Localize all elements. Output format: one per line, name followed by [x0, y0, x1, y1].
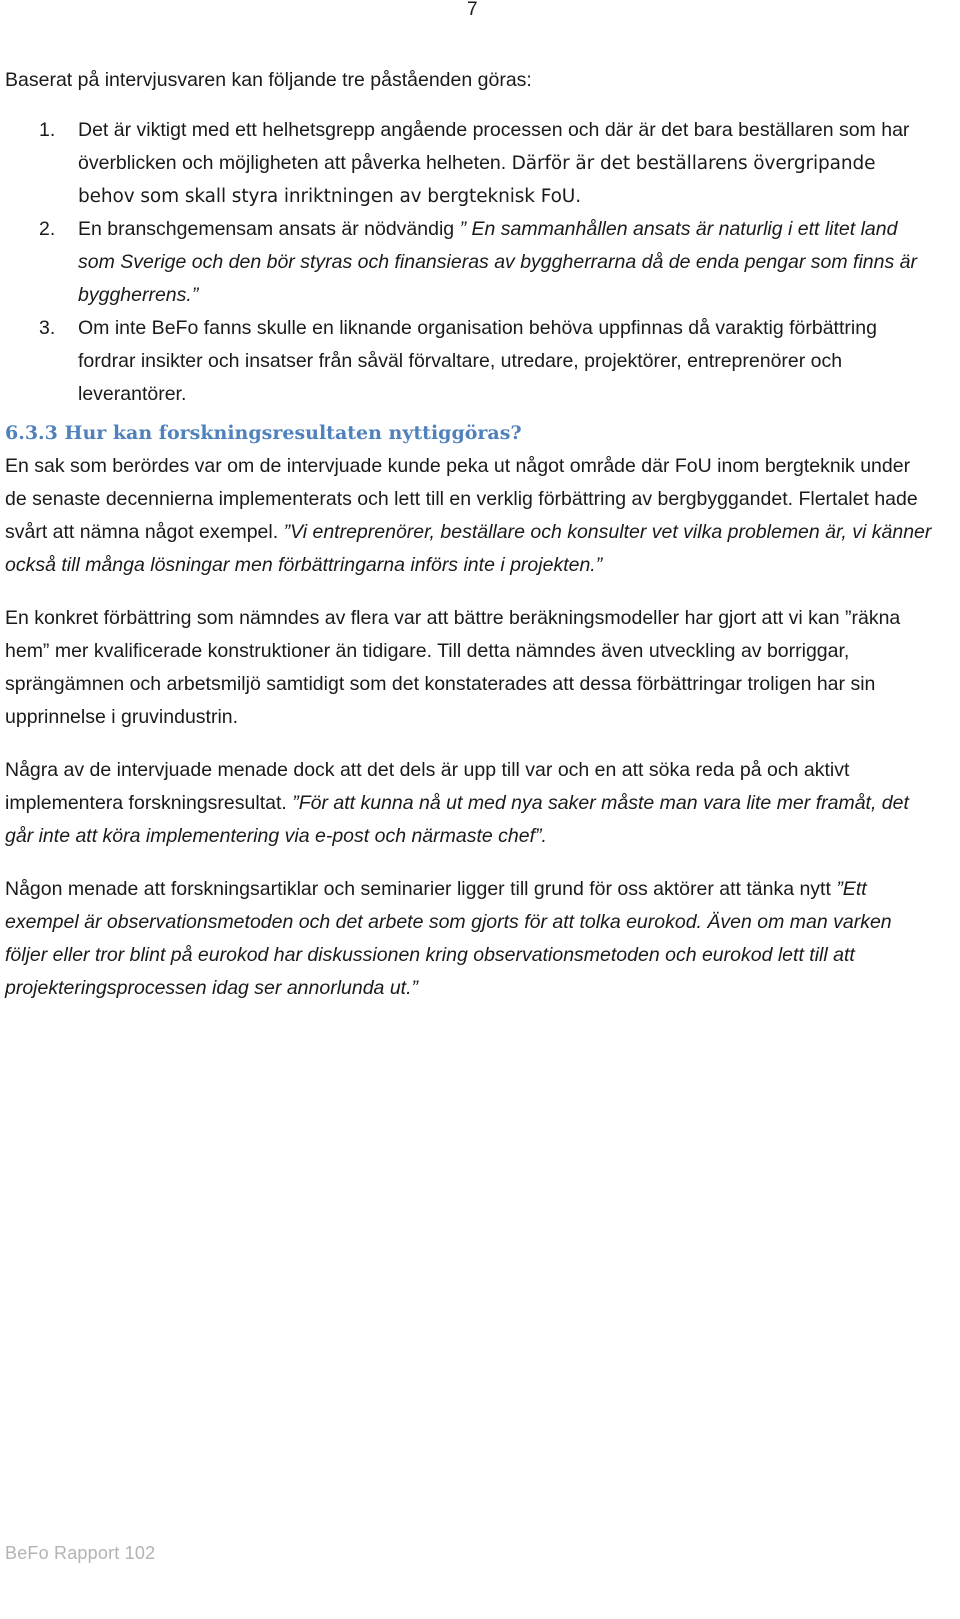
intro-text: Baserat på intervjusvaren kan följande tre påståenden göras: — [5, 69, 532, 91]
paragraph — [5, 873, 935, 1005]
paragraph-text: En konkret förbättring som nämndes av flera var att bättre beräkningsmodeller har gjort att vi kan ”räkna hem” mer kvalificerade konstruktioner än tidigare. Till detta nämndes även utveckling av borriggar, sprängämnen och arbetsmiljö samtidigt som det konstaterades att dessa förbättringar troligen har sin upprinnelse i gruvindustrin. — [5, 607, 901, 728]
claims-list — [5, 114, 935, 411]
list-item — [5, 114, 935, 213]
page-footer: BeFo Rapport 102 — [5, 1543, 156, 1563]
list-item-text: Det är viktigt med ett helhetsgrepp angående processen och där är det bara beställaren som har överblicken och möjligheten att påverka helheten. — [78, 119, 910, 174]
list-item-text: En branschgemensam ansats är nödvändig — [78, 218, 460, 240]
list-item-number: 1. — [39, 119, 56, 141]
paragraph — [5, 450, 935, 582]
section-heading: 6.3.3 Hur kan forskningsresultaten nyttiggöras? — [5, 422, 522, 444]
list-item-number: 3. — [39, 317, 56, 339]
list-item-text-continued: Därför är det beställarens övergripande behov som skall styra inriktningen av bergteknisk FoU. — [78, 153, 876, 207]
list-item — [5, 213, 935, 312]
list-item-text: Om inte BeFo fanns skulle en liknande organisation behöva uppfinnas då varaktig förbättring fordrar insikter och insatser från såväl förvaltare, utredare, projektörer, entreprenörer och leverantörer. — [78, 317, 877, 405]
paragraph-quote: ”Ett exempel är observationsmetoden och det arbete som gjorts för att tolka eurokod. Även om man varken följer eller tror blint på eurokod har diskussionen kring observationsmetoden och eurokod lett till att projekteringsprocessen idag ser annorlunda ut.” — [5, 878, 892, 999]
paragraph-text: Någon menade att forskningsartiklar och seminarier ligger till grund för oss aktörer att tänka nytt — [5, 878, 837, 900]
paragraph-quote: ”Vi entreprenörer, beställare och konsulter vet vilka problemen är, vi känner också till många lösningar men förbättringarna införs inte i projekten.” — [5, 521, 932, 576]
list-item-number: 2. — [39, 218, 56, 240]
paragraph-text: En sak som berördes var om de intervjuade kunde peka ut något område där FoU inom bergteknik under de senaste decennierna implementerats och lett till en verklig förbättring av bergbyggandet. Flertalet hade svårt att nämna något exempel. — [5, 455, 918, 543]
paragraph-text: Några av de intervjuade menade dock att det dels är upp till var och en att söka reda på och aktivt implementera forskningsresultat. — [5, 759, 850, 814]
paragraph — [5, 754, 935, 853]
paragraph — [5, 602, 935, 734]
page-number: 7 — [467, 0, 478, 20]
list-item — [5, 312, 935, 411]
list-item-quote: ” En sammanhållen ansats är naturlig i ett litet land som Sverige och den bör styras och finansieras av byggherrarna då de enda pengar som finns är byggherrens.” — [78, 218, 917, 306]
document-body — [5, 64, 935, 1025]
paragraph-quote: ”För att kunna nå ut med nya saker måste man vara lite mer framåt, det går inte att köra implementering via e-post och närmaste chef”. — [5, 792, 909, 847]
